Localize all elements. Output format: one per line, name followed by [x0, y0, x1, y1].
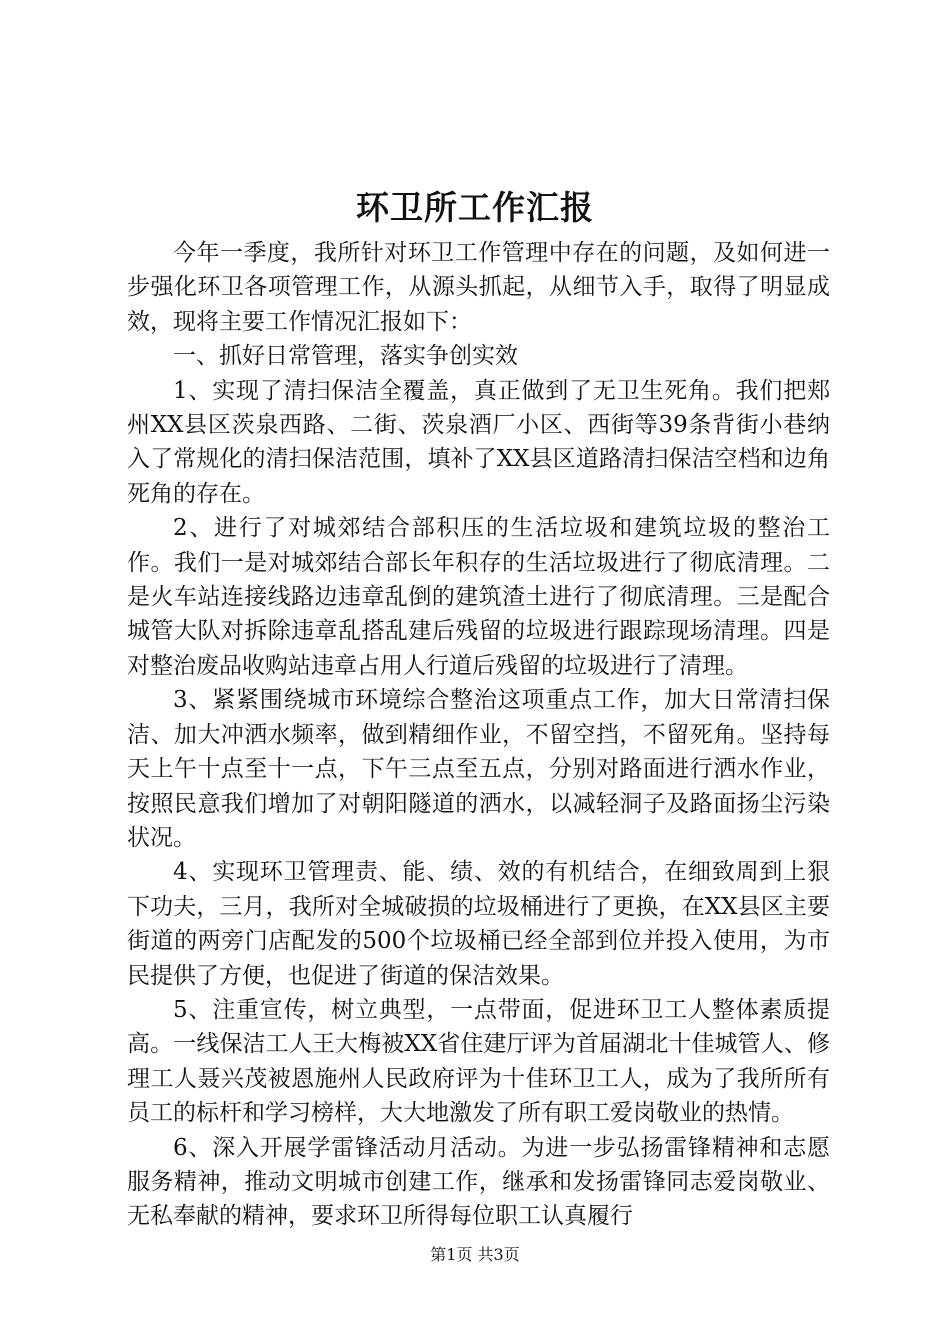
item-paragraph-5: 5、注重宣传，树立典型，一点带面，促进环卫工人整体素质提高。一线保洁工人王大梅被XX省住建厅评为首届湖北十佳城管人、修理工人聂兴茂被恩施州人民政府评为十佳环卫工人，成为了我所所有员工的标杆和学习榜样，大大地激发了所有职工爱岗敬业的热情。 [127, 996, 830, 1127]
section-heading-1: 一、抓好日常管理，落实争创实效 [173, 343, 518, 370]
intro-paragraph: 今年一季度，我所针对环卫工作管理中存在的问题，及如何进一步强化环卫各项管理工作，从源头抓起，从细节入手，取得了明显成效，现将主要工作情况汇报如下： [127, 240, 830, 335]
item-paragraph-3: 3、紧紧围绕城市环境综合整治这项重点工作，加大日常清扫保洁、加大冲洒水频率，做到精细作业，不留空挡，不留死角。坚持每天上午十点至十一点，下午三点至五点，分别对路面进行洒水作业，按照民意我们增加了对朝阳隧道的洒水，以减轻洞子及路面扬尘污染状况。 [127, 687, 830, 851]
document-body [127, 236, 830, 1234]
item-paragraph-1: 1、实现了清扫保洁全覆盖，真正做到了无卫生死角。我们把郏州XX县区茨泉西路、二街、茨泉酒厂小区、西街等39条背街小巷纳入了常规化的清扫保洁范围，填补了XX县区道路清扫保洁空档和边角死角的存在。 [127, 377, 830, 507]
item-paragraph-6: 6、深入开展学雷锋活动月活动。为进一步弘扬雷锋精神和志愿服务精神，推动文明城市创建工作，继承和发扬雷锋同志爱岗敬业、无私奉献的精神，要求环卫所得每位职工认真履行 [127, 1134, 830, 1230]
page-footer: 第1页 共3页 [430, 1245, 520, 1264]
item-paragraph-2: 2、进行了对城郊结合部积压的生活垃圾和建筑垃圾的整治工作。我们一是对城郊结合部长年积存的生活垃圾进行了彻底清理。二是火车站连接线路边违章乱倒的建筑渣土进行了彻底清理。三是配合城管大队对拆除违章乱搭乱建后残留的垃圾进行跟踪现场清理。四是对整治废品收购站违章占用人行道后残留的垃圾进行了清理。 [127, 515, 830, 679]
document-title: 环卫所工作汇报 [356, 188, 594, 227]
item-paragraph-4: 4、实现环卫管理责、能、绩、效的有机结合，在细致周到上狠下功夫，三月，我所对全城破损的垃圾桶进行了更换，在XX县区主要街道的两旁门店配发的500个垃圾桶已经全部到位并投入使用，为市民提供了方便，也促进了街道的保洁效果。 [127, 859, 830, 989]
